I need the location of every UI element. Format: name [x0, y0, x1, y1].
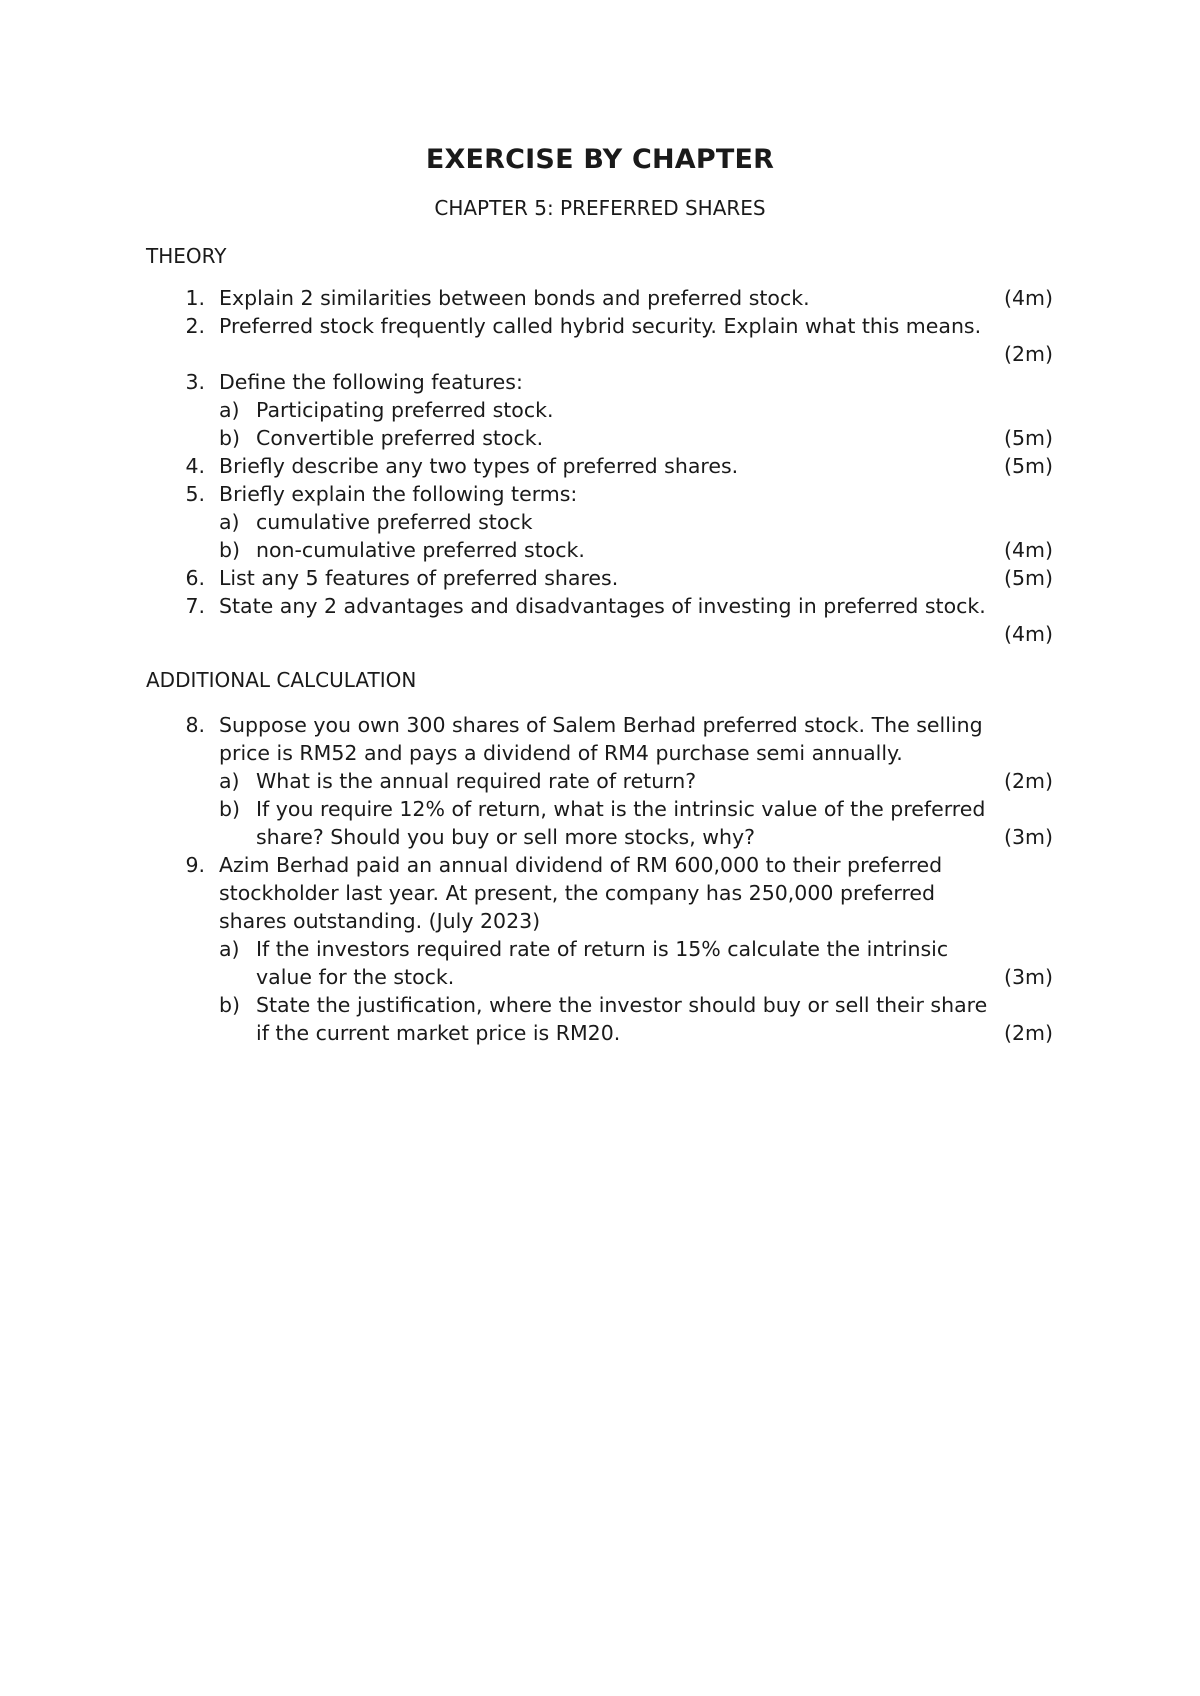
question-text: Briefly describe any two types of preferred shares. [219, 454, 739, 478]
question-text: shares outstanding. (July 2023) [219, 909, 541, 933]
question-text: price is RM52 and pays a dividend of RM4 purchase semi annually. [219, 741, 903, 765]
question-marks: (4m) [1003, 538, 1053, 562]
subpart-text: non-cumulative preferred stock. [256, 538, 585, 562]
question-marks: (5m) [1003, 454, 1053, 478]
subpart-label: a) [219, 937, 240, 961]
subpart-label: a) [219, 510, 240, 534]
question-text: Suppose you own 300 shares of Salem Berhad preferred stock. The selling [219, 713, 983, 737]
question-marks: (5m) [1003, 426, 1053, 450]
question-text: Define the following features: [219, 370, 523, 394]
question-text: Azim Berhad paid an annual dividend of RM 600,000 to their preferred [219, 853, 943, 877]
question-number: 5. [185, 482, 205, 506]
question-number: 6. [185, 566, 205, 590]
question-text: Explain 2 similarities between bonds and preferred stock. [219, 286, 810, 310]
question-marks: (4m) [1003, 622, 1053, 646]
question-number: 9. [185, 853, 205, 877]
subpart-label: a) [219, 398, 240, 422]
subpart-text: What is the annual required rate of return? [256, 769, 697, 793]
question-number: 3. [185, 370, 205, 394]
section-heading-calculation: ADDITIONAL CALCULATION [146, 668, 417, 692]
subpart-label: b) [219, 993, 241, 1017]
question-marks: (3m) [1003, 825, 1053, 849]
section-heading-theory: THEORY [146, 244, 227, 268]
question-marks: (5m) [1003, 566, 1053, 590]
subpart-text: value for the stock. [256, 965, 455, 989]
subpart-label: a) [219, 769, 240, 793]
subpart-text: State the justification, where the investor should buy or sell their share [256, 993, 988, 1017]
question-marks: (2m) [1003, 769, 1053, 793]
subpart-text: Participating preferred stock. [256, 398, 554, 422]
chapter-subtitle: CHAPTER 5: PREFERRED SHARES [434, 196, 766, 220]
question-marks: (4m) [1003, 286, 1053, 310]
question-text: List any 5 features of preferred shares. [219, 566, 619, 590]
subpart-text: if the current market price is RM20. [256, 1021, 621, 1045]
question-text: Preferred stock frequently called hybrid security. Explain what this means. [219, 314, 982, 338]
question-marks: (2m) [1003, 342, 1053, 366]
question-number: 7. [185, 594, 205, 618]
subpart-label: b) [219, 426, 241, 450]
question-number: 1. [185, 286, 205, 310]
subpart-text: If you require 12% of return, what is the intrinsic value of the preferred [256, 797, 986, 821]
subpart-label: b) [219, 538, 241, 562]
question-text: Briefly explain the following terms: [219, 482, 578, 506]
subpart-text: cumulative preferred stock [256, 510, 533, 534]
subpart-text: share? Should you buy or sell more stocks, why? [256, 825, 756, 849]
subpart-text: If the investors required rate of return is 15% calculate the intrinsic [256, 937, 949, 961]
question-text: stockholder last year. At present, the company has 250,000 preferred [219, 881, 936, 905]
subpart-text: Convertible preferred stock. [256, 426, 544, 450]
question-number: 4. [185, 454, 205, 478]
question-number: 2. [185, 314, 205, 338]
question-marks: (3m) [1003, 965, 1053, 989]
question-marks: (2m) [1003, 1021, 1053, 1045]
question-number: 8. [185, 713, 205, 737]
question-text: State any 2 advantages and disadvantages of investing in preferred stock. [219, 594, 986, 618]
subpart-label: b) [219, 797, 241, 821]
page-title: EXERCISE BY CHAPTER [425, 144, 775, 175]
